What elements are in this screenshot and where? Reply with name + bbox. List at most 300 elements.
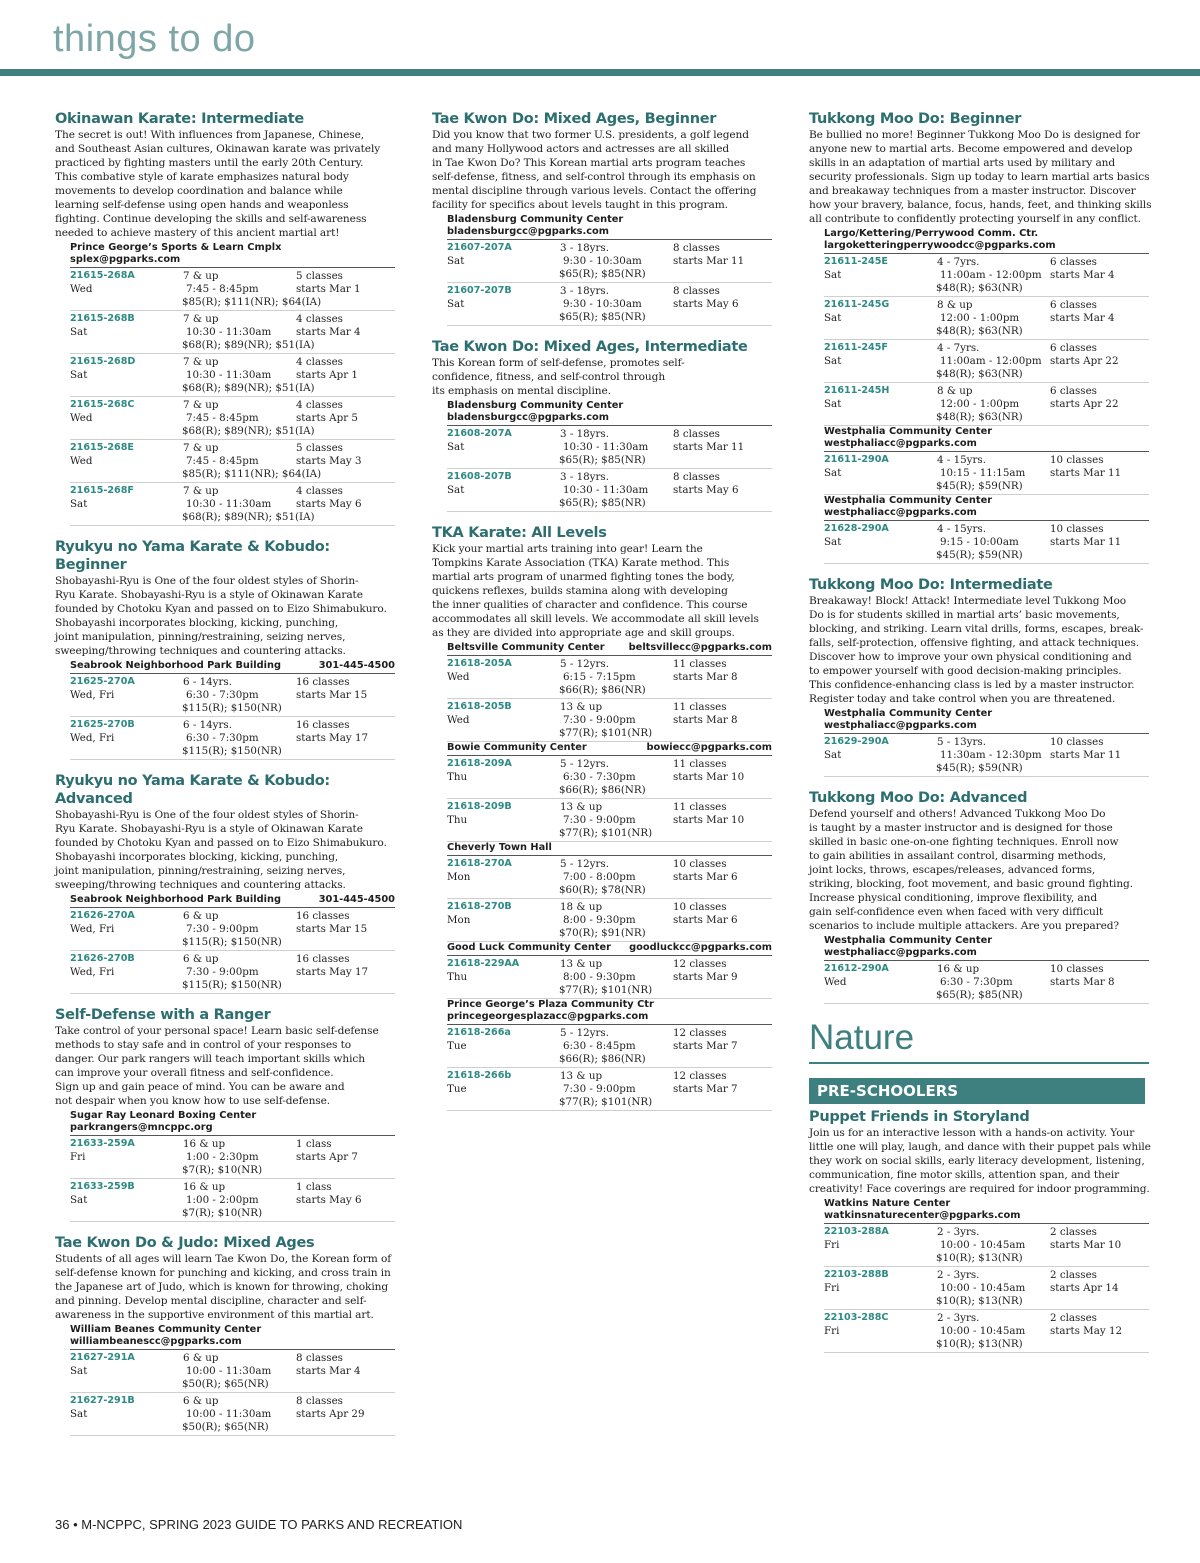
location-line [447,400,772,412]
description-line: facility for specifics about levels taught in this program. [432,199,728,211]
course-start: starts May 17 [296,732,369,744]
course-classes: 8 classes [673,471,720,483]
course-start: starts May 6 [673,484,739,496]
course-day: Sat [824,749,842,761]
course-code: 21615-268C [70,399,135,410]
location-text: Bladensburg Community Center [447,400,624,411]
course-time: 6:30 - 7:30pm [186,732,259,744]
course-title: Puppet Friends in Storyland [809,1109,1030,1125]
course-title: Self-Defense with a Ranger [55,1007,271,1023]
location-text: Prince George’s Plaza Community Ctr [447,999,654,1010]
description-line: This Korean form of self-defense, promotes self- [432,357,685,369]
description-line: movements to develop coordination and balance while [55,185,343,197]
location-header [447,742,772,756]
course-fee: $77(R); $101(NR) [559,1096,653,1108]
location-line [447,412,772,424]
course-time: 7:30 - 9:00pm [563,714,636,726]
location-text: Westphalia Community Center [824,935,993,946]
course-classes: 8 classes [673,428,720,440]
location-header [824,495,1149,521]
course-section [809,576,1149,777]
course-fee: $45(R); $59(NR) [936,762,1023,774]
location-line [447,642,772,654]
location-contact[interactable]: beltsvillecc@pgparks.com [628,642,772,653]
description-line: Sign up and gain peace of mind. You can be aware and [55,1081,345,1093]
location-line [70,1324,395,1336]
description-line: Kick your martial arts training into gear! Learn the [432,543,703,555]
description-line: skilled in basic one-on-one fighting techniques. Enroll now [809,836,1119,848]
course-time: 7:30 - 9:00pm [563,814,636,826]
page-header [0,0,1200,76]
description-line: Join us for an interactive lesson with a hands-on activity. Your [809,1127,1135,1139]
course-time: 6:30 - 7:30pm [563,771,636,783]
course-age: 4 - 15yrs. [937,523,986,535]
course-row [70,354,395,397]
course-age: 5 - 12yrs. [560,658,609,670]
course-start: starts Mar 11 [673,255,745,267]
description-line: mental discipline through various levels. Contact the offering [432,185,757,197]
location-text: Good Luck Community Center [447,942,611,953]
course-description [55,574,395,658]
location-text: princegeorgesplazacc@pgparks.com [447,1011,649,1022]
course-title: Tukkong Moo Do: Advanced [809,790,1028,806]
course-classes: 2 classes [1050,1269,1097,1281]
course-start: starts Mar 10 [673,771,745,783]
description-line: scenarios to include multiple attackers. Are you prepared? [809,920,1120,932]
course-time: 10:00 - 11:30am [186,1408,272,1420]
course-description [809,594,1149,706]
course-start: starts Mar 8 [673,671,738,683]
course-code: 21615-268A [70,270,135,281]
course-code: 21626-270B [70,953,135,964]
location-text: largoketteringperrywoodcc@pgparks.com [824,240,1056,251]
course-classes: 12 classes [673,958,727,970]
course-classes: 4 classes [296,399,343,411]
course-classes: 4 classes [296,313,343,325]
course-code: 21626-270A [70,910,135,921]
course-classes: 16 classes [296,953,350,965]
page-title: things to do [53,18,256,60]
course-fee: $65(R); $85(NR) [559,454,646,466]
course-age: 6 & up [183,953,219,965]
description-line: confidence, fitness, and self-control through [432,371,666,383]
location-text: westphaliacc@pgparks.com [824,947,977,958]
course-row [70,1179,395,1222]
course-classes: 5 classes [296,270,343,282]
course-code: 22103-288B [824,1269,889,1280]
course-description [432,356,772,398]
course-code: 21633-259B [70,1181,135,1192]
description-line: and breakaway techniques from a master instructor. Discover [809,185,1136,197]
course-time: 7:45 - 8:45pm [186,455,259,467]
course-section [432,338,772,512]
course-day: Mon [447,914,471,926]
course-row [70,951,395,994]
course-row [70,1350,395,1393]
course-start: starts Mar 10 [1050,1239,1122,1251]
description-line: Shobayashi incorporates blocking, kicking, punching, [55,851,339,863]
location-text: Westphalia Community Center [824,495,993,506]
location-header [70,894,395,908]
course-title: Tae Kwon Do: Mixed Ages, Intermediate [432,339,748,355]
description-line: Shobayashi-Ryu is One of the four oldest styles of Shorin- [55,809,359,821]
column-3-sections [809,110,1152,1004]
course-row [447,756,772,799]
location-line [824,240,1149,252]
description-line: martial arts program of unarmed fighting tones the body, [432,571,735,583]
page-footer: 36 • M-NCPPC, SPRING 2023 GUIDE TO PARKS AND RECREATION [55,1517,463,1532]
location-text: westphaliacc@pgparks.com [824,720,977,731]
course-code: 21615-268F [70,485,134,496]
description-line: Did you know that two former U.S. presidents, a golf legend [432,129,749,141]
location-text: splex@pgparks.com [70,254,181,265]
course-day: Sat [447,484,465,496]
course-start: starts Mar 8 [1050,976,1115,988]
course-day: Sat [824,269,842,281]
location-text: Westphalia Community Center [824,426,993,437]
description-line: the inner qualities of character and confidence. This course [432,599,748,611]
course-code: 22103-288A [824,1226,889,1237]
description-line: self-defense, fitness, and self-control through its emphasis on [432,171,756,183]
course-day: Sat [70,1408,88,1420]
course-day: Wed [447,671,470,683]
course-day: Sat [824,312,842,324]
course-age: 4 - 15yrs. [937,454,986,466]
course-fee: $85(R); $111(NR); $64(IA) [182,296,322,308]
nature-heading: Nature [809,1016,1149,1064]
course-time: 7:30 - 9:00pm [563,1083,636,1095]
course-description [432,542,772,640]
course-fee: $77(R); $101(NR) [559,984,653,996]
location-line [447,742,772,754]
course-code: 21615-268D [70,356,136,367]
course-day: Sat [824,398,842,410]
course-age: 6 - 14yrs. [183,676,232,688]
course-section [55,110,395,526]
course-code: 22103-288C [824,1312,889,1323]
course-fee: $10(R); $13(NR) [936,1338,1023,1350]
course-time: 7:00 - 8:00pm [563,871,636,883]
description-line: Tompkins Karate Association (TKA) Karate method. This [432,557,730,569]
course-section [55,1234,395,1436]
course-fee: $48(R); $63(NR) [936,282,1023,294]
course-time: 10:30 - 11:30am [563,441,649,453]
course-start: starts Apr 7 [296,1151,358,1163]
course-row [824,383,1149,426]
course-section [809,1108,1149,1353]
course-day: Sat [70,326,88,338]
course-age: 16 & up [183,1138,226,1150]
course-age: 6 & up [183,910,219,922]
course-start: starts Apr 1 [296,369,358,381]
location-text: Seabrook Neighborhood Park Building [70,660,281,671]
course-fee: $68(R); $89(NR); $51(IA) [182,339,315,351]
description-line: Do is for students skilled in martial arts’ basic movements, [809,609,1120,621]
location-text: westphaliacc@pgparks.com [824,507,977,518]
course-classes: 2 classes [1050,1226,1097,1238]
description-line: Breakaway! Block! Attack! Intermediate level Tukkong Moo [809,595,1127,607]
location-line [824,720,1149,732]
course-start: starts Mar 11 [1050,536,1122,548]
course-row [70,1393,395,1436]
course-section [55,538,395,760]
course-section [432,110,772,326]
course-code: 21618-229AA [447,958,520,969]
course-fee: $115(R); $150(NR) [182,979,282,991]
course-classes: 1 class [296,1138,332,1150]
course-start: starts Mar 6 [673,871,738,883]
course-fee: $45(R); $59(NR) [936,549,1023,561]
course-fee: $70(R); $91(NR) [559,927,646,939]
course-fee: $48(R); $63(NR) [936,325,1023,337]
course-fee: $66(R); $86(NR) [559,684,646,696]
course-classes: 10 classes [1050,454,1104,466]
course-day: Tue [447,1083,467,1095]
location-contact[interactable]: 301-445-4500 [318,660,395,671]
course-start: starts Mar 11 [1050,749,1122,761]
course-fee: $7(R); $10(NR) [182,1164,263,1176]
course-row [824,961,1149,1004]
course-age: 2 - 3yrs. [937,1226,980,1238]
location-contact[interactable]: bowiecc@pgparks.com [646,742,772,753]
course-code: 21612-290A [824,963,889,974]
course-time: 11:00am - 12:00pm [940,355,1042,367]
course-code: 21618-266a [447,1027,511,1038]
description-line: Discover how to improve your own physical conditioning and [809,651,1132,663]
course-time: 10:30 - 11:30am [186,369,272,381]
course-row [70,908,395,951]
course-start: starts Mar 4 [1050,269,1115,281]
course-start: starts Mar 11 [1050,467,1122,479]
course-classes: 10 classes [1050,963,1104,975]
location-contact[interactable]: 301-445-4500 [318,894,395,905]
course-classes: 11 classes [673,701,727,713]
description-line: Increase physical conditioning, improve flexibility, and [809,892,1098,904]
course-row [70,268,395,311]
location-text: Cheverly Town Hall [447,842,552,853]
location-header [70,660,395,674]
location-line [447,214,772,226]
course-code: 21627-291B [70,1395,135,1406]
location-header [447,842,772,856]
location-contact[interactable]: goodluckcc@pgparks.com [629,942,772,953]
location-line [70,1336,395,1348]
course-age: 3 - 18yrs. [560,242,609,254]
course-title: Okinawan Karate: Intermediate [55,111,304,127]
course-age: 7 & up [183,442,219,454]
description-line: Students of all ages will learn Tae Kwon Do, the Korean form of [55,1253,392,1265]
course-row [824,521,1149,564]
description-line: gain self-confidence even when faced with very difficult [809,906,1104,918]
location-text: bladensburgcc@pgparks.com [447,226,609,237]
course-classes: 16 classes [296,910,350,922]
course-fee: $115(R); $150(NR) [182,702,282,714]
course-fee: $45(R); $59(NR) [936,480,1023,492]
description-line: to gain abilities in assailant control, disarming methods, [809,850,1107,862]
course-row [824,340,1149,383]
course-row [70,1136,395,1179]
course-start: starts Mar 7 [673,1040,738,1052]
course-row [70,717,395,760]
course-start: starts Apr 5 [296,412,358,424]
course-fee: $7(R); $10(NR) [182,1207,263,1219]
course-day: Sat [70,1365,88,1377]
course-start: starts Mar 6 [673,914,738,926]
course-time: 9:15 - 10:00am [940,536,1019,548]
course-start: starts Mar 1 [296,283,361,295]
location-text: Seabrook Neighborhood Park Building [70,894,281,905]
course-fee: $65(R); $85(NR) [936,989,1023,1001]
description-line: Ryu Karate. Shobayashi-Ryu is a style of Okinawan Karate [55,589,363,601]
course-row [447,899,772,942]
course-age: 4 - 7yrs. [937,256,980,268]
course-age: 7 & up [183,313,219,325]
description-line: awareness in the supportive environment of this martial art. [55,1309,374,1321]
course-row [824,297,1149,340]
course-start: starts Mar 4 [296,1365,361,1377]
description-line: The secret is out! With influences from Japanese, Chinese, [55,129,365,141]
course-start: starts May 3 [296,455,362,467]
course-time: 6:15 - 7:15pm [563,671,636,683]
course-description [809,807,1149,933]
description-line: This confidence-enhancing class is led by a master instructor. [809,679,1135,691]
description-line: Take control of your personal space! Learn basic self-defense [55,1025,379,1037]
course-code: 21607-207A [447,242,512,253]
course-day: Wed [70,455,93,467]
course-time: 10:00 - 10:45am [940,1239,1026,1251]
course-fee: $77(R); $101(NR) [559,727,653,739]
course-code: 21615-268B [70,313,135,324]
description-line: Ryu Karate. Shobayashi-Ryu is a style of Okinawan Karate [55,823,363,835]
course-code: 21611-245F [824,342,888,353]
course-time: 9:30 - 10:30am [563,255,642,267]
course-description [809,128,1152,226]
description-line: and many Hollywood actors and actresses are all skilled [432,143,730,155]
course-age: 6 - 14yrs. [183,719,232,731]
course-classes: 6 classes [1050,385,1097,397]
course-code: 21607-207B [447,285,512,296]
description-line: practiced by fighting masters until the early 20th Century. [55,157,364,169]
course-row [447,656,772,699]
course-description [55,128,395,240]
course-start: starts Apr 14 [1050,1282,1119,1294]
description-line: creativity! Face coverings are required for indoor programming. [809,1183,1150,1195]
description-line: joint manipulation, pinning/restraining, seizing nerves, [55,631,346,643]
course-fee: $66(R); $86(NR) [559,784,646,796]
course-start: starts May 6 [673,298,739,310]
course-fee: $65(R); $85(NR) [559,497,646,509]
location-text: Bladensburg Community Center [447,214,624,225]
location-header [70,1324,395,1350]
location-line [447,842,772,854]
course-day: Tue [447,1040,467,1052]
course-fee: $10(R); $13(NR) [936,1252,1023,1264]
course-age: 4 - 7yrs. [937,342,980,354]
course-row [447,956,772,999]
course-day: Wed, Fri [70,923,115,935]
description-line: communication, fine motor skills, attention span, and their [809,1169,1120,1181]
course-time: 10:15 - 11:15am [940,467,1026,479]
location-header [824,1198,1149,1224]
course-start: starts Mar 15 [296,689,368,701]
course-time: 12:00 - 1:00pm [940,398,1020,410]
description-line: fighting. Continue developing the skills and self-awareness [55,213,367,225]
description-line: quickens reflexes, builds stamina along with developing [432,585,728,597]
location-line [70,254,395,266]
course-start: starts May 6 [296,498,362,510]
course-classes: 6 classes [1050,256,1097,268]
course-code: 21627-291A [70,1352,135,1363]
location-header [447,214,772,240]
course-time: 10:30 - 11:30am [186,498,272,510]
course-age: 2 - 3yrs. [937,1269,980,1281]
course-age: 7 & up [183,399,219,411]
course-day: Wed, Fri [70,732,115,744]
location-line [447,942,772,954]
course-day: Wed [70,283,93,295]
location-text: Sugar Ray Leonard Boxing Center [70,1110,257,1121]
course-classes: 8 classes [673,242,720,254]
course-start: starts Mar 7 [673,1083,738,1095]
description-line: accommodates all skill levels. We accommodate all skill levels [432,613,759,625]
course-code: 21618-270A [447,858,512,869]
course-age: 8 & up [937,299,973,311]
course-code: 21618-270B [447,901,512,912]
location-text: williambeanescc@pgparks.com [70,1336,242,1347]
description-line: its emphasis on mental discipline. [432,385,611,397]
course-description [55,808,395,892]
course-start: starts Mar 4 [1050,312,1115,324]
course-classes: 2 classes [1050,1312,1097,1324]
location-line [70,1122,395,1134]
course-start: starts Apr 29 [296,1408,365,1420]
location-text: Largo/Kettering/Perrywood Comm. Ctr. [824,228,1039,239]
course-description [432,128,772,212]
course-fee: $66(R); $86(NR) [559,1053,646,1065]
course-day: Fri [824,1325,840,1337]
course-start: starts Mar 8 [673,714,738,726]
location-line [824,507,1149,519]
course-fee: $10(R); $13(NR) [936,1295,1023,1307]
course-age: 18 & up [560,901,603,913]
course-age: 16 & up [183,1181,226,1193]
course-age: 16 & up [937,963,980,975]
location-header [447,999,772,1025]
course-row [70,311,395,354]
course-day: Sat [824,467,842,479]
course-day: Sat [824,536,842,548]
location-line [824,495,1149,507]
course-section [809,789,1149,1004]
course-fee: $65(R); $85(NR) [559,268,646,280]
course-classes: 12 classes [673,1027,727,1039]
description-line: self-defense known for punching and kicking, and cross train in [55,1267,391,1279]
course-day: Wed, Fri [70,689,115,701]
course-code: 21611-245E [824,256,888,267]
course-day: Thu [447,971,468,983]
course-time: 8:00 - 9:30pm [563,971,636,983]
location-line [824,438,1149,450]
description-line: founded by Chotoku Kyan and passed on to Eizo Shimabukuro. [55,837,387,849]
location-line [70,1110,395,1122]
course-day: Sat [70,369,88,381]
course-classes: 4 classes [296,356,343,368]
location-text: Prince George’s Sports & Learn Cmplx [70,242,282,253]
location-line [824,1198,1149,1210]
course-code: 21628-290A [824,523,889,534]
course-day: Fri [824,1239,840,1251]
description-line: methods to stay safe and in control of your responses to [55,1039,352,1051]
